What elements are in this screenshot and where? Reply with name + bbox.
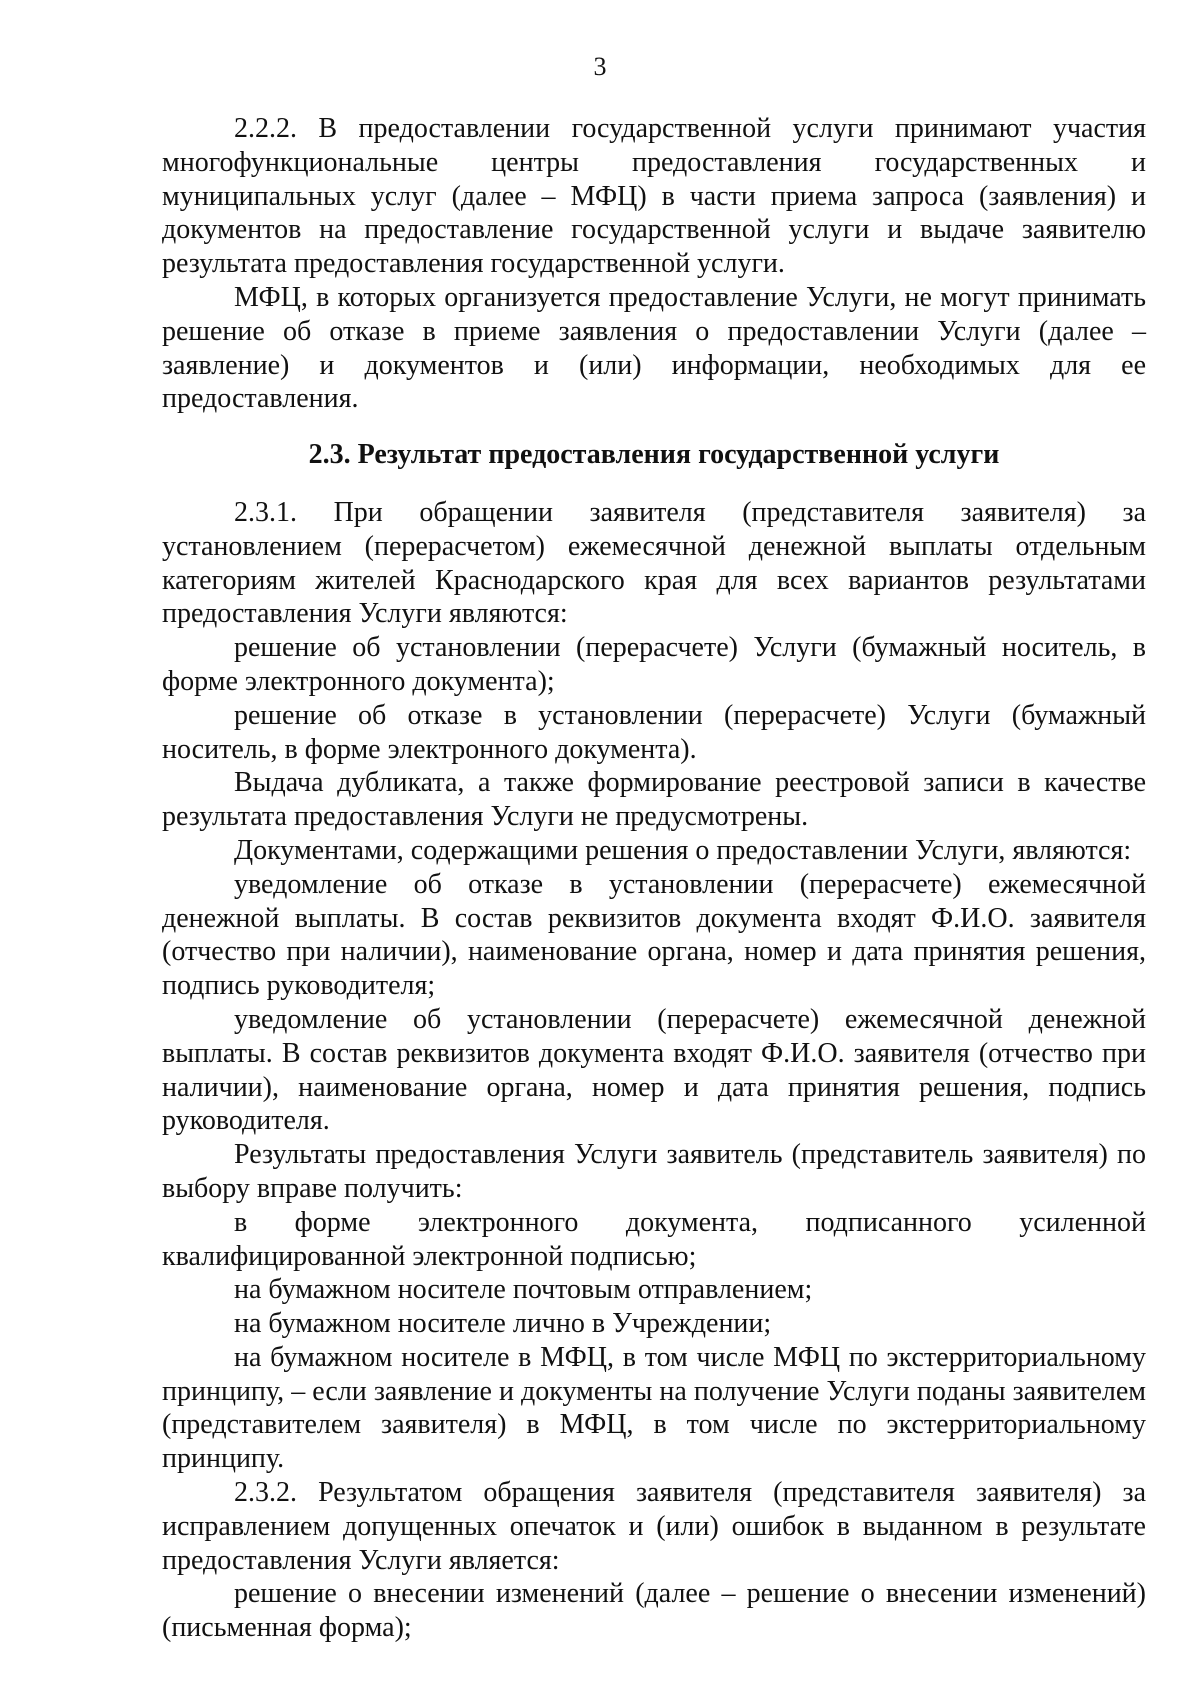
list-item: уведомление об установлении (перерасчете) ежемесячной денежной выплаты. В состав реквизитов документа входят Ф.И.О. заявителя (отчество при наличии), наименование органа, номер и дата принятия решения, подпись руководителя. [162,1003,1146,1137]
list-item: на бумажном носителе лично в Учреждении; [234,1308,772,1340]
paragraph-2-3-1: 2.3.1. При обращении заявителя (представителя заявителя) за установлением (перерасчетом) ежемесячной денежной выплаты отдельным категориям жителей Краснодарского края для всех вариантов результатами предоставления Услуги являются: [162,496,1146,630]
paragraph-documents: Документами, содержащими решения о предоставлении Услуги, являются: [234,834,1132,866]
list-item: решение об отказе в установлении (перерасчете) Услуги (бумажный носитель, в форме электронного документа). [162,699,1146,765]
paragraph-2-3-2: 2.3.2. Результатом обращения заявителя (представителя заявителя) за исправлением допущенных опечаток и (или) ошибок в выданном в результате предоставления Услуги является: [162,1477,1146,1576]
section-heading: 2.3. Результат предоставления государственной услуги [308,439,1000,471]
list-item: в форме электронного документа, подписанного усиленной квалифицированной электронной подписью; [162,1206,1146,1272]
paragraph-results: Результаты предоставления Услуги заявитель (представитель заявителя) по выбору вправе получить: [162,1139,1146,1204]
list-item: решение об установлении (перерасчете) Услуги (бумажный носитель, в форме электронного документа); [162,632,1146,697]
paragraph-2-2-2: 2.2.2. В предоставлении государственной услуги принимают участия многофункциональные центры предоставления государственных и муниципальных услуг (далее – МФЦ) в части приема запроса (заявления) и документов на предоставление государственной услуги и выдаче заявителю результата предоставления государственной услуги. [162,113,1146,280]
document-body [162,112,1146,1645]
list-item: решение о внесении изменений (далее – решение о внесении изменений) (письменная форма); [162,1578,1146,1644]
list-item: на бумажном носителе в МФЦ, в том числе МФЦ по экстерриториальному принципу, – если заявление и документы на получение Услуги поданы заявителем (представителем заявителя) в МФЦ, в том числе по экстерриториальному принципу. [162,1341,1146,1475]
list-item: уведомление об отказе в установлении (перерасчете) ежемесячной денежной выплаты. В состав реквизитов документа входят Ф.И.О. заявителя (отчество при наличии), наименование органа, номер и дата принятия решения, подпись руководителя; [162,868,1146,1002]
list-item: на бумажном носителе почтовым отправлением; [234,1274,813,1306]
page-number: 3 [593,52,607,81]
paragraph-mfc: МФЦ, в которых организуется предоставление Услуги, не могут принимать решение об отказе в приеме заявления о предоставлении Услуги (далее – заявление) и документов и (или) информации, необходимых для ее предоставления. [162,281,1146,415]
paragraph-duplicate: Выдача дубликата, а также формирование реестровой записи в качестве результата предоставления Услуги не предусмотрены. [162,767,1146,833]
